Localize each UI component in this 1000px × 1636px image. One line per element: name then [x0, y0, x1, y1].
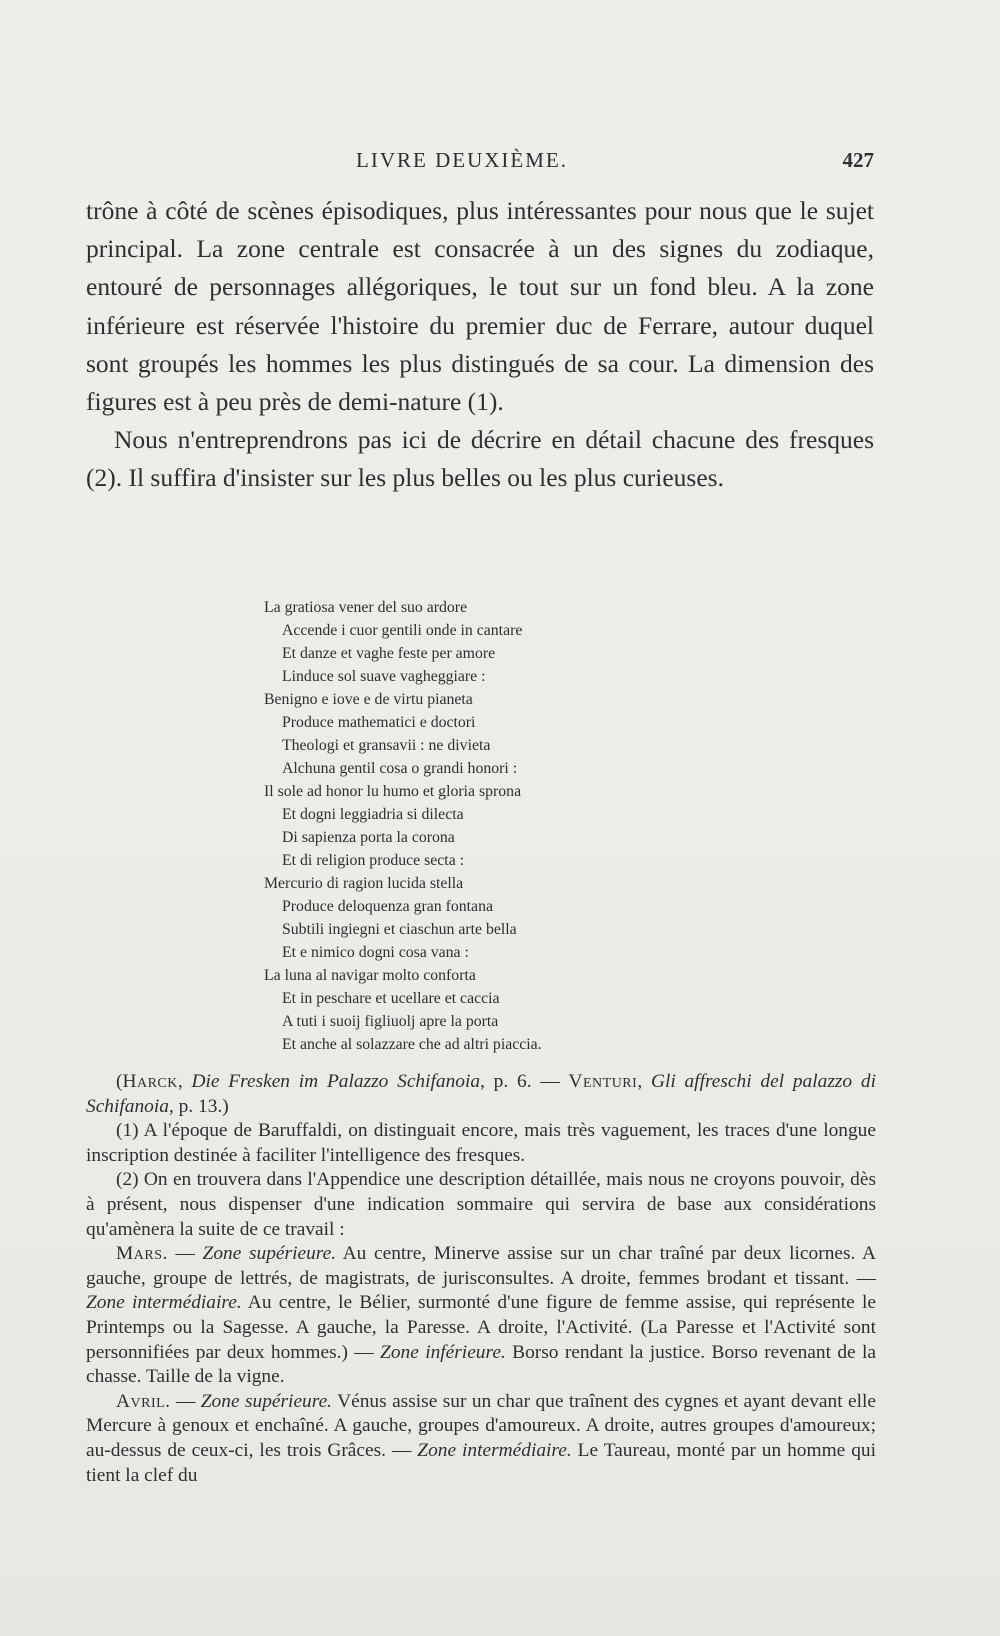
verse-line: Et in peschare et ucellare et caccia — [282, 990, 500, 1007]
author-harck: Harck — [122, 1071, 178, 1092]
verse-line: Alchuna gentil cosa o grandi honori : — [282, 760, 518, 777]
verse-line: La luna al navigar molto conforta — [264, 967, 476, 984]
verse-line: Produce deloquenza gran fontana — [282, 898, 493, 915]
footnote-mars: Mars. — Zone supérieure. Au centre, Minerve assise sur un char traîné par deux licornes. A gauche, groupe de lettrés, de magistrats, de jurisconsultes. A droite, femmes brodant et tissant. — Zone intermédiaire. Au centre, le Bélier, surmonté d'une figure de femme assise, qui représente le Printemps ou la Sagesse. A gauche, la Paresse. A droite, l'Activité. (La Paresse et l'Activité sont personnifiées par deux hommes.) — Zone inférieure. Borso rendant la justice. Borso revenant de la chasse. Taille de la vigne. — [86, 1243, 876, 1388]
verse-line: Et anche al solazzare che ad altri piaccia. — [282, 1036, 542, 1053]
verse-quotation — [262, 596, 862, 1056]
verse-line: Benigno e iove e de virtu pianeta — [264, 691, 473, 708]
month-label-avril: Avril. — [116, 1390, 171, 1412]
verse-line: Theologi et gransavii : ne divieta — [282, 737, 491, 754]
paragraph-1: trône à côté de scènes épisodiques, plus intéressantes pour nous que le sujet principal. La zone centrale est consacrée à un des signes du zodiaque, entouré de personnages allégoriques, le tout sur un fond bleu. A la zone inférieure est réservée l'histoire du premier duc de Ferrare, autour duquel sont groupés les hommes les plus distingués de sa cour. La dimension des figures est à peu près de demi-nature (1). — [86, 196, 874, 417]
verse-line: Accende i cuor gentili onde in cantare — [282, 622, 523, 639]
verse-line: Et dogni leggiadria si dilecta — [282, 806, 464, 823]
verse-line: Mercurio di ragion lucida stella — [264, 875, 464, 892]
verse-line: A tuti i suoij figliuolj apre la porta — [282, 1013, 499, 1030]
footnotes — [86, 1070, 876, 1488]
verse-line: Subtili ingiegni et ciaschun arte bella — [282, 921, 517, 938]
running-head: LIVRE DEUXIÈME. — [356, 148, 568, 172]
footnote-1: (1) A l'époque de Baruffaldi, on distinguait encore, mais très vaguement, les traces d'une longue inscription destinée à faciliter l'intelligence des fresques. — [86, 1120, 876, 1166]
verse-line: Et di religion produce secta : — [282, 852, 465, 869]
verse-line: Di sapienza porta la corona — [282, 829, 455, 846]
verse-line: Il sole ad honor lu humo et gloria sprona — [264, 783, 522, 800]
author-venturi: Venturi — [568, 1071, 638, 1092]
source-citation: (Harck, Die Fresken im Palazzo Schifanoia, p. 6. — Venturi, Gli affreschi del palazzo di Schifanoia, p. 13.) — [86, 1071, 876, 1117]
page-number: 427 — [842, 148, 874, 172]
main-text — [86, 192, 874, 498]
verse-line: Linduce sol suave vagheggiare : — [282, 668, 486, 685]
title-harck: Die Fresken im Palazzo Schifanoia — [191, 1071, 481, 1092]
month-label-mars: Mars. — [116, 1243, 168, 1265]
paragraph-2: Nous n'entreprendrons pas ici de décrire en détail chacune des fresques (2). Il suffira d'insister sur les plus belles ou les plus curieuses. — [86, 425, 874, 493]
verse-line: Et e nimico dogni cosa vana : — [282, 944, 469, 961]
footnote-avril: Avril. — Zone supérieure. Vénus assise sur un char que traînent des cygnes et ayant devant elle Mercure à genoux et enchaîné. A gauche, groupes d'amoureux. A droite, autres groupes d'amoureux; au-dessus de ceux-ci, les trois Grâces. — Zone intermédiaire. Le Taureau, monté par un homme qui tient la clef du — [86, 1390, 876, 1486]
footnote-2: (2) On en trouvera dans l'Appendice une description détaillée, mais nous ne croyons pouvoir, dès à présent, nous dispenser d'une indication sommaire qui servira de base aux considérations qu'amènera la suite de ce travail : — [86, 1169, 876, 1240]
verse-line: Produce mathematici e doctori — [282, 714, 476, 731]
page-header — [86, 148, 874, 178]
verse-line: Et danze et vaghe feste per amore — [282, 645, 496, 662]
title-venturi: Gli affreschi del palazzo di Schifanoia — [86, 1071, 876, 1117]
verse-line: La gratiosa vener del suo ardore — [264, 599, 468, 616]
